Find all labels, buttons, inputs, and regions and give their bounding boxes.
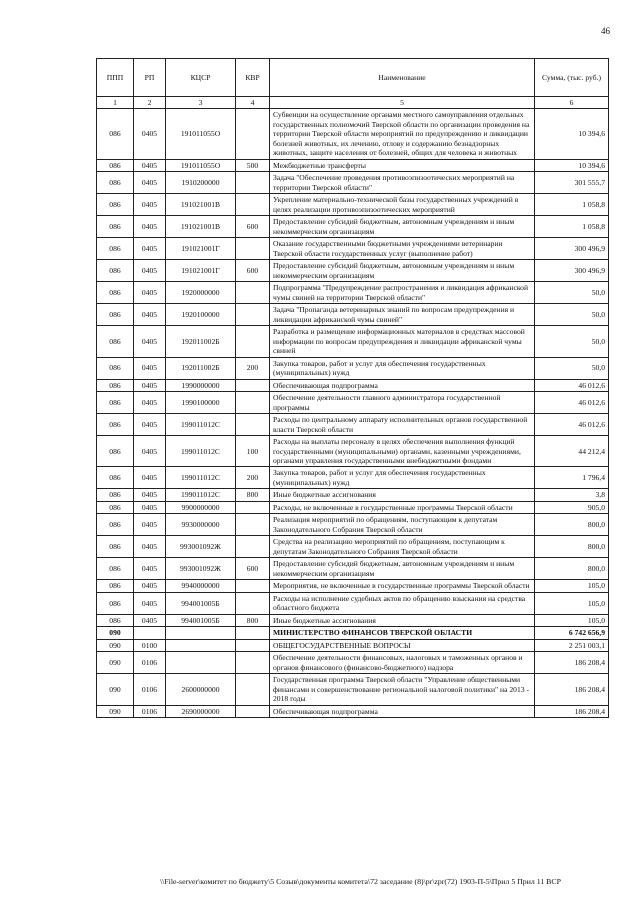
cell-rp: 0405: [134, 501, 166, 513]
table-row: [97, 436, 609, 467]
cell-name: Расходы по центральному аппарату исполнительных органов государственной власти Тверской области: [270, 414, 535, 436]
table-row: [97, 652, 609, 674]
cell-sum: 1 058,8: [535, 194, 609, 216]
table-row: [97, 627, 609, 639]
cell-sum: 186 208,4: [535, 652, 609, 674]
cell-sum: 10 394,6: [535, 109, 609, 159]
cell-kvr: [236, 282, 270, 304]
cell-rp: 0405: [134, 379, 166, 391]
cell-name: Иные бюджетные ассигнования: [270, 489, 535, 501]
cell-rp: 0405: [134, 326, 166, 357]
cell-ppp: 086: [97, 159, 134, 171]
cell-kcsr: 1920000000: [166, 282, 236, 304]
cell-ppp: 086: [97, 489, 134, 501]
cell-name: Предоставление субсидий бюджетным, автономным учреждениям и иным некоммерческим организациям: [270, 260, 535, 282]
cell-kvr: [236, 392, 270, 414]
table-row: [97, 614, 609, 626]
cell-ppp: 090: [97, 674, 134, 705]
cell-name: Обеспечение деятельности главного администратора государственной программы: [270, 392, 535, 414]
column-number: 4: [236, 97, 270, 109]
cell-sum: 186 208,4: [535, 705, 609, 717]
cell-rp: 0405: [134, 514, 166, 536]
cell-name: Обеспечивающая подпрограмма: [270, 379, 535, 391]
cell-rp: 0405: [134, 260, 166, 282]
table-row: [97, 238, 609, 260]
cell-kcsr: 1990000000: [166, 379, 236, 391]
header-rp: РП: [134, 59, 166, 97]
cell-ppp: 090: [97, 652, 134, 674]
cell-kcsr: 191021001Г: [166, 260, 236, 282]
cell-sum: 6 742 656,9: [535, 627, 609, 639]
cell-name: Задача "Обеспечение проведения противоэпизоотических мероприятий на территории Тверской области": [270, 172, 535, 194]
budget-table: [96, 58, 609, 718]
cell-rp: 0405: [134, 414, 166, 436]
cell-rp: 0106: [134, 705, 166, 717]
cell-kcsr: 199011012С: [166, 436, 236, 467]
cell-ppp: 086: [97, 109, 134, 159]
cell-rp: 0405: [134, 592, 166, 614]
cell-sum: 800,0: [535, 514, 609, 536]
cell-kvr: [236, 194, 270, 216]
cell-kcsr: 191011055О: [166, 109, 236, 159]
cell-sum: 50,0: [535, 357, 609, 379]
cell-ppp: 086: [97, 216, 134, 238]
cell-kvr: [236, 639, 270, 651]
cell-kvr: 800: [236, 614, 270, 626]
table-row: [97, 467, 609, 489]
cell-sum: 46 012,6: [535, 379, 609, 391]
cell-rp: 0106: [134, 652, 166, 674]
table-row: [97, 489, 609, 501]
cell-ppp: 086: [97, 357, 134, 379]
cell-rp: 0405: [134, 536, 166, 558]
cell-rp: 0405: [134, 614, 166, 626]
cell-ppp: 086: [97, 514, 134, 536]
cell-rp: 0405: [134, 238, 166, 260]
cell-kcsr: 1990100000: [166, 392, 236, 414]
file-path-footer: \\File-server\комитет по бюджету\5 Созыв\документы комитета\72 заседание (8)\pr\zpr(72) 1903-П-5\Прил 5 Прил 11 ВСР: [160, 877, 561, 886]
cell-sum: 300 496,9: [535, 260, 609, 282]
header-ppp: ППП: [97, 59, 134, 97]
cell-ppp: 086: [97, 260, 134, 282]
cell-kcsr: [166, 652, 236, 674]
cell-sum: 50,0: [535, 304, 609, 326]
cell-name: Обеспечивающая подпрограмма: [270, 705, 535, 717]
column-number: 6: [535, 97, 609, 109]
cell-ppp: 086: [97, 436, 134, 467]
table-row: [97, 639, 609, 651]
cell-rp: 0405: [134, 109, 166, 159]
table-row: [97, 592, 609, 614]
cell-rp: 0405: [134, 194, 166, 216]
header-kcsr: КЦСР: [166, 59, 236, 97]
cell-kvr: [236, 627, 270, 639]
cell-kcsr: 191021001Г: [166, 238, 236, 260]
table-header-row: [97, 59, 609, 97]
cell-rp: 0405: [134, 467, 166, 489]
cell-kcsr: 994001005Б: [166, 614, 236, 626]
cell-rp: 0405: [134, 558, 166, 580]
cell-sum: 50,0: [535, 282, 609, 304]
cell-name: Закупка товаров, работ и услуг для обеспечения государственных (муниципальных) нужд: [270, 467, 535, 489]
cell-kvr: [236, 109, 270, 159]
cell-ppp: 086: [97, 304, 134, 326]
cell-sum: 1 058,8: [535, 216, 609, 238]
cell-sum: 44 212,4: [535, 436, 609, 467]
cell-name: Государственная программа Тверской области "Управление общественными финансами и совершенствование региональной налоговой политики" на 2013 - 2018 годы: [270, 674, 535, 705]
cell-kvr: [236, 379, 270, 391]
column-number: 5: [270, 97, 535, 109]
table-row: [97, 379, 609, 391]
cell-name: Задача "Пропаганда ветеринарных знаний по вопросам предупреждения и ликвидации африканской чумы свиней": [270, 304, 535, 326]
cell-kvr: [236, 304, 270, 326]
cell-name: Расходы на исполнение судебных актов по обращению взыскания на средства областного бюджета: [270, 592, 535, 614]
table-row: [97, 282, 609, 304]
cell-name: Расходы, не включенные в государственные программы Тверской области: [270, 501, 535, 513]
table-row: [97, 260, 609, 282]
cell-kcsr: 9940000000: [166, 580, 236, 592]
cell-ppp: 086: [97, 580, 134, 592]
cell-sum: 905,0: [535, 501, 609, 513]
cell-ppp: 086: [97, 501, 134, 513]
cell-kvr: [236, 592, 270, 614]
cell-kvr: 200: [236, 357, 270, 379]
table-row: [97, 172, 609, 194]
cell-ppp: 086: [97, 194, 134, 216]
cell-kcsr: 994001005Б: [166, 592, 236, 614]
cell-sum: 1 796,4: [535, 467, 609, 489]
cell-sum: 46 012,6: [535, 392, 609, 414]
cell-kcsr: 191021001В: [166, 194, 236, 216]
cell-sum: 300 496,9: [535, 238, 609, 260]
cell-rp: 0405: [134, 172, 166, 194]
table-row: [97, 514, 609, 536]
cell-sum: 800,0: [535, 558, 609, 580]
cell-kvr: [236, 580, 270, 592]
cell-kcsr: 2600000000: [166, 674, 236, 705]
cell-kcsr: 993001092Ж: [166, 536, 236, 558]
cell-kcsr: 192011002Б: [166, 357, 236, 379]
cell-rp: 0405: [134, 357, 166, 379]
cell-name: Средства на реализацию мероприятий по обращениям, поступающим к депутатам Законодательного Собрания Тверской области: [270, 536, 535, 558]
column-number-row: [97, 97, 609, 109]
cell-ppp: 086: [97, 558, 134, 580]
cell-kvr: 500: [236, 159, 270, 171]
cell-ppp: 086: [97, 592, 134, 614]
cell-sum: 105,0: [535, 580, 609, 592]
cell-name: Закупка товаров, работ и услуг для обеспечения государственных (муниципальных) нужд: [270, 357, 535, 379]
cell-kcsr: 199011012С: [166, 489, 236, 501]
table-row: [97, 501, 609, 513]
cell-rp: 0100: [134, 639, 166, 651]
table-row: [97, 357, 609, 379]
cell-sum: 105,0: [535, 592, 609, 614]
cell-kvr: [236, 705, 270, 717]
column-number: 1: [97, 97, 134, 109]
cell-sum: 105,0: [535, 614, 609, 626]
cell-kvr: [236, 414, 270, 436]
cell-kcsr: 993001092Ж: [166, 558, 236, 580]
cell-rp: 0405: [134, 580, 166, 592]
cell-kcsr: 191021001В: [166, 216, 236, 238]
cell-kvr: [236, 172, 270, 194]
cell-sum: 800,0: [535, 536, 609, 558]
cell-kvr: [236, 326, 270, 357]
cell-name: Обеспечение деятельности финансовых, налоговых и таможенных органов и органов финансового (финансово-бюджетного) надзора: [270, 652, 535, 674]
cell-kvr: [236, 514, 270, 536]
cell-name: Реализация мероприятий по обращениям, поступающим к депутатам Законодательного Собрания Тверской области: [270, 514, 535, 536]
cell-ppp: 086: [97, 414, 134, 436]
cell-sum: 50,0: [535, 326, 609, 357]
table-body: [97, 109, 609, 718]
table-row: [97, 558, 609, 580]
cell-kcsr: 9900000000: [166, 501, 236, 513]
cell-ppp: 086: [97, 536, 134, 558]
cell-kvr: [236, 536, 270, 558]
cell-kvr: 100: [236, 436, 270, 467]
cell-ppp: 086: [97, 326, 134, 357]
cell-kvr: [236, 652, 270, 674]
table-row: [97, 159, 609, 171]
cell-kcsr: 2690000000: [166, 705, 236, 717]
cell-kcsr: 199011012С: [166, 414, 236, 436]
column-number: 3: [166, 97, 236, 109]
cell-kcsr: 199011012С: [166, 467, 236, 489]
cell-name: Субвенции на осуществление органами местного самоуправления отдельных государственных полномочий Тверской области по организации проведения на территории Тверской области мероприятий по предупреждению и ликвидации болезней животных, их лечению, отлову и содержанию безнадзорных животных, защите населения от болезней, общих для человека и животных: [270, 109, 535, 159]
table-row: [97, 536, 609, 558]
cell-name: ОБЩЕГОСУДАРСТВЕННЫЕ ВОПРОСЫ: [270, 639, 535, 651]
cell-sum: 3,8: [535, 489, 609, 501]
cell-ppp: 090: [97, 705, 134, 717]
cell-sum: 10 394,6: [535, 159, 609, 171]
cell-ppp: 086: [97, 238, 134, 260]
cell-kvr: [236, 238, 270, 260]
header-kvr: КВР: [236, 59, 270, 97]
cell-sum: 46 012,6: [535, 414, 609, 436]
cell-name: Укрепление материально-технической базы государственных учреждений в целях реализации противоэпизоотических мероприятий: [270, 194, 535, 216]
cell-name: Расходы на выплаты персоналу в целях обеспечения выполнения функций государственными (муниципальными) органами, казенными учреждениями, органами управления государственными внебюджетными фондами: [270, 436, 535, 467]
cell-kvr: [236, 501, 270, 513]
header-name: Наименование: [270, 59, 535, 97]
cell-ppp: 090: [97, 627, 134, 639]
table-row: [97, 194, 609, 216]
cell-kcsr: 1910200000: [166, 172, 236, 194]
cell-kvr: 800: [236, 489, 270, 501]
cell-ppp: 086: [97, 467, 134, 489]
table-row: [97, 392, 609, 414]
cell-ppp: 086: [97, 379, 134, 391]
cell-kcsr: 192011002Б: [166, 326, 236, 357]
table-row: [97, 304, 609, 326]
table-row: [97, 580, 609, 592]
cell-kcsr: [166, 627, 236, 639]
cell-kcsr: 9930000000: [166, 514, 236, 536]
cell-name: Подпрограмма "Предупреждение распространения и ликвидация африканской чумы свиней на территории Тверской области": [270, 282, 535, 304]
cell-rp: 0405: [134, 159, 166, 171]
table-row: [97, 109, 609, 159]
cell-rp: 0106: [134, 674, 166, 705]
cell-kvr: [236, 674, 270, 705]
table-row: [97, 326, 609, 357]
cell-ppp: 086: [97, 392, 134, 414]
cell-name: Предоставление субсидий бюджетным, автономным учреждениям и иным некоммерческим организациям: [270, 216, 535, 238]
cell-kcsr: 1920100000: [166, 304, 236, 326]
cell-name: Межбюджетные трансферты: [270, 159, 535, 171]
cell-ppp: 086: [97, 614, 134, 626]
cell-kcsr: 191011055О: [166, 159, 236, 171]
table-row: [97, 216, 609, 238]
cell-name: Оказание государственными бюджетными учреждениями ветеринарии Тверской области государственных услуг (выполнение работ): [270, 238, 535, 260]
cell-ppp: 086: [97, 282, 134, 304]
cell-ppp: 086: [97, 172, 134, 194]
cell-name: Иные бюджетные ассигнования: [270, 614, 535, 626]
cell-rp: 0405: [134, 304, 166, 326]
column-number: 2: [134, 97, 166, 109]
cell-sum: 186 208,4: [535, 674, 609, 705]
cell-sum: 301 555,7: [535, 172, 609, 194]
cell-ppp: 090: [97, 639, 134, 651]
cell-rp: [134, 627, 166, 639]
cell-rp: 0405: [134, 392, 166, 414]
cell-rp: 0405: [134, 436, 166, 467]
table-row: [97, 705, 609, 717]
cell-rp: 0405: [134, 282, 166, 304]
cell-kvr: 600: [236, 558, 270, 580]
cell-kvr: 600: [236, 216, 270, 238]
cell-rp: 0405: [134, 216, 166, 238]
cell-name: Предоставление субсидий бюджетным, автономным учреждениям и иным некоммерческим организациям: [270, 558, 535, 580]
header-sum: Сумма, (тыс. руб.): [535, 59, 609, 97]
table-row: [97, 674, 609, 705]
cell-kcsr: [166, 639, 236, 651]
cell-kvr: 200: [236, 467, 270, 489]
page-number: 46: [601, 26, 610, 36]
cell-name: МИНИСТЕРСТВО ФИНАНСОВ ТВЕРСКОЙ ОБЛАСТИ: [270, 627, 535, 639]
cell-sum: 2 251 003,1: [535, 639, 609, 651]
table-row: [97, 414, 609, 436]
cell-rp: 0405: [134, 489, 166, 501]
cell-name: Разработка и размещение информационных материалов в средствах массовой информации по вопросам предупреждения и ликвидации африканской чумы свиней: [270, 326, 535, 357]
cell-name: Мероприятия, не включенные в государственные программы Тверской области: [270, 580, 535, 592]
cell-kvr: 600: [236, 260, 270, 282]
